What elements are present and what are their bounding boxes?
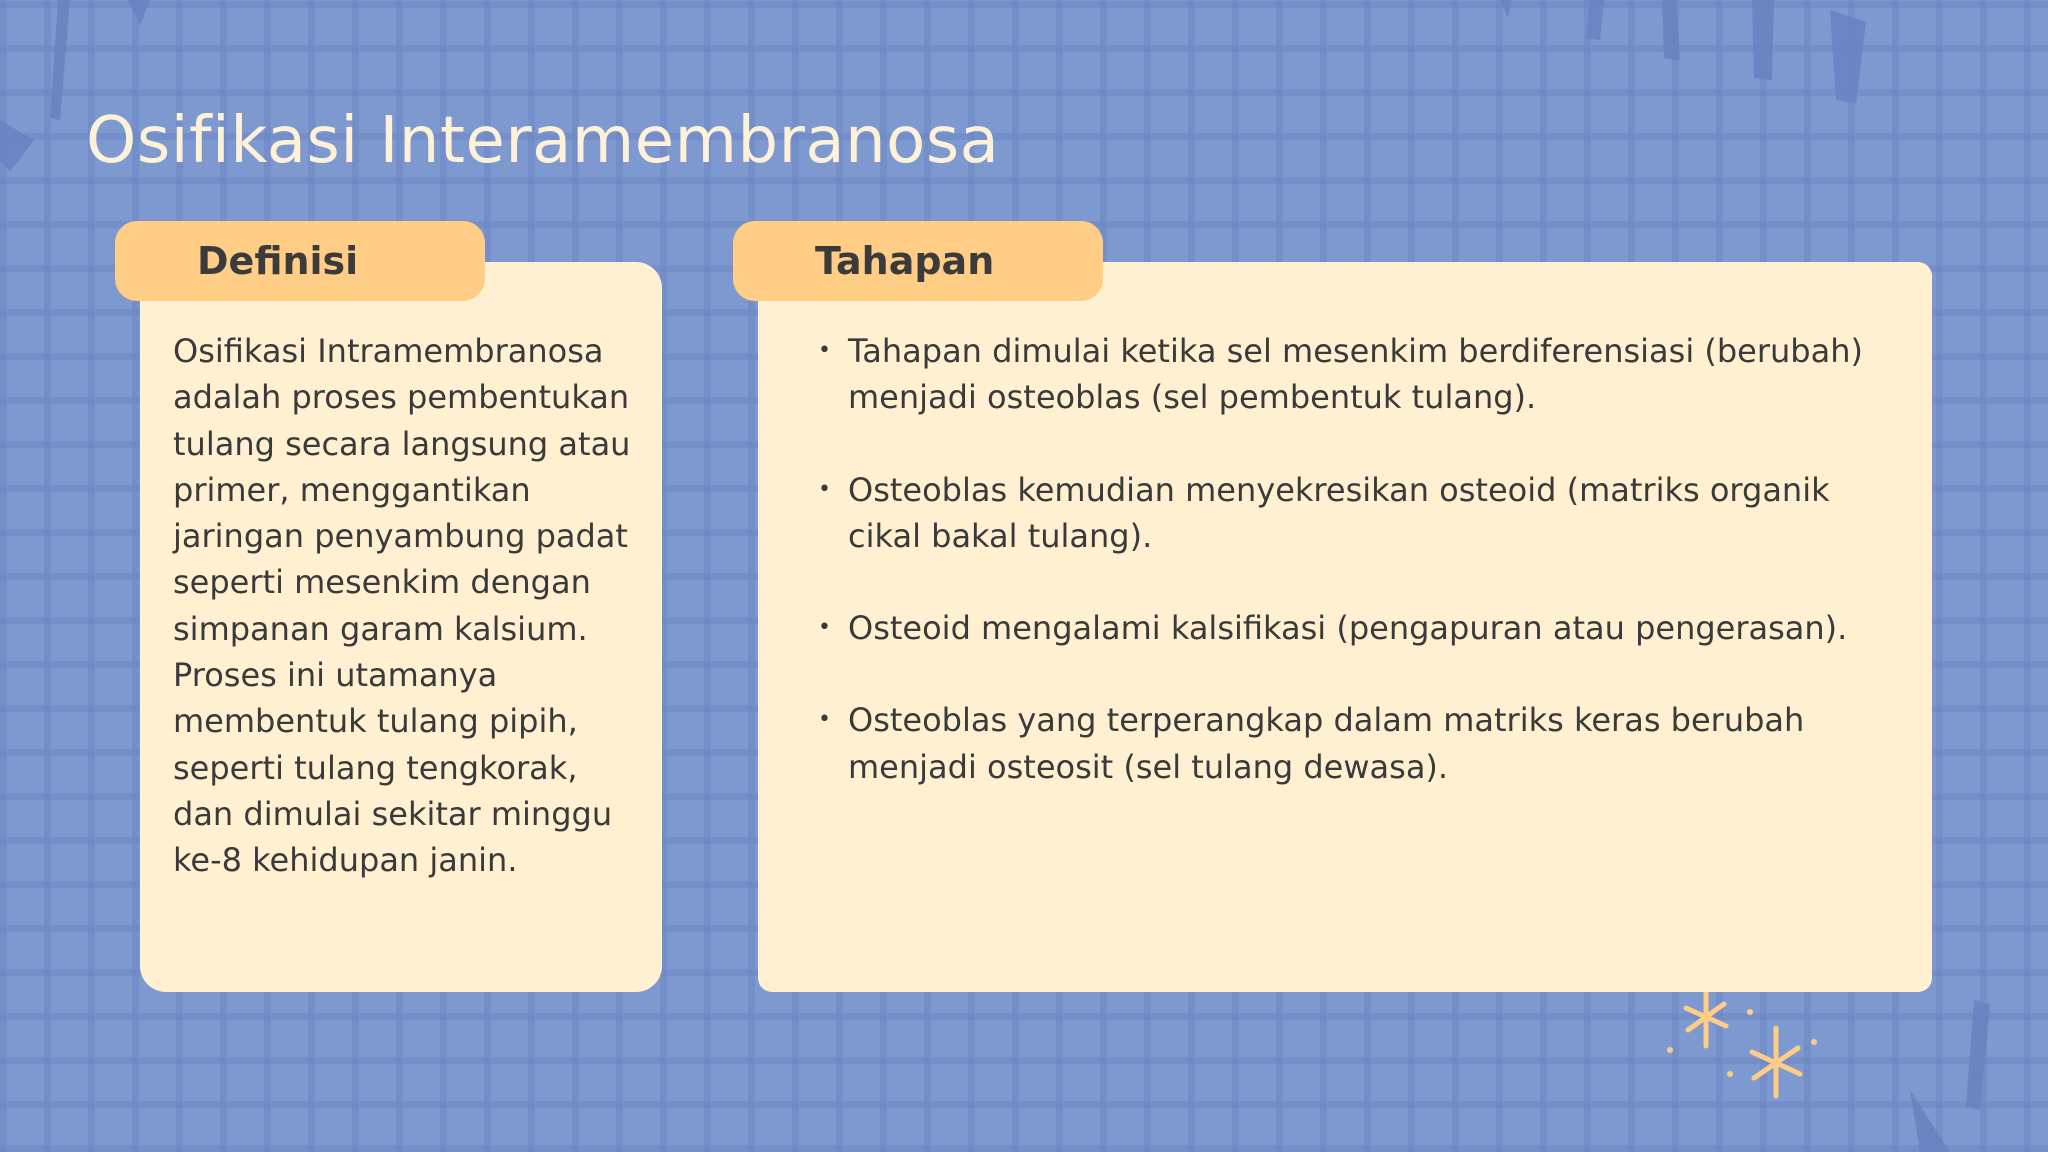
definition-text: Osifikasi Intramembranosa adalah proses pembentukan tulang secara langsung atau primer, menggantikan jaringan penyambung padat seperti mesenkim dengan simpanan garam kalsium. Proses ini utamanya membentuk tulang pipih, seperti tulang tengkorak, dan dimulai sekitar minggu ke-8 kehidupan janin. xyxy=(173,332,631,880)
bullet-icon: • xyxy=(818,476,831,502)
stage-item-2 xyxy=(818,467,1898,560)
stage-item-text: Osteoblas yang terperangkap dalam matriks keras berubah menjadi osteosit (sel tulang dewasa). xyxy=(848,701,1805,786)
definition-tab-heading: Definisi xyxy=(115,221,485,301)
bullet-icon: • xyxy=(818,707,831,733)
stages-tab-heading: Tahapan xyxy=(733,221,1103,301)
stage-item-text: Osteoid mengalami kalsifikasi (pengapuran atau pengerasan). xyxy=(848,609,1848,648)
sparkle-icon xyxy=(1752,1028,1800,1096)
stages-list xyxy=(818,328,1898,836)
stage-item-4 xyxy=(818,697,1898,790)
sparkle-icon xyxy=(1686,988,1726,1046)
stage-item-text: Tahapan dimulai ketika sel mesenkim berdiferensiasi (berubah) menjadi osteoblas (sel pembentuk tulang). xyxy=(848,332,1863,417)
stage-item-text: Osteoblas kemudian menyekresikan osteoid (matriks organik cikal bakal tulang). xyxy=(848,470,1830,555)
slide-title: Osifikasi Interamembranosa xyxy=(86,104,1000,178)
stage-item-1 xyxy=(818,328,1898,421)
bullet-icon: • xyxy=(818,338,831,363)
stage-item-3 xyxy=(818,605,1898,651)
bullet-icon: • xyxy=(818,615,831,641)
